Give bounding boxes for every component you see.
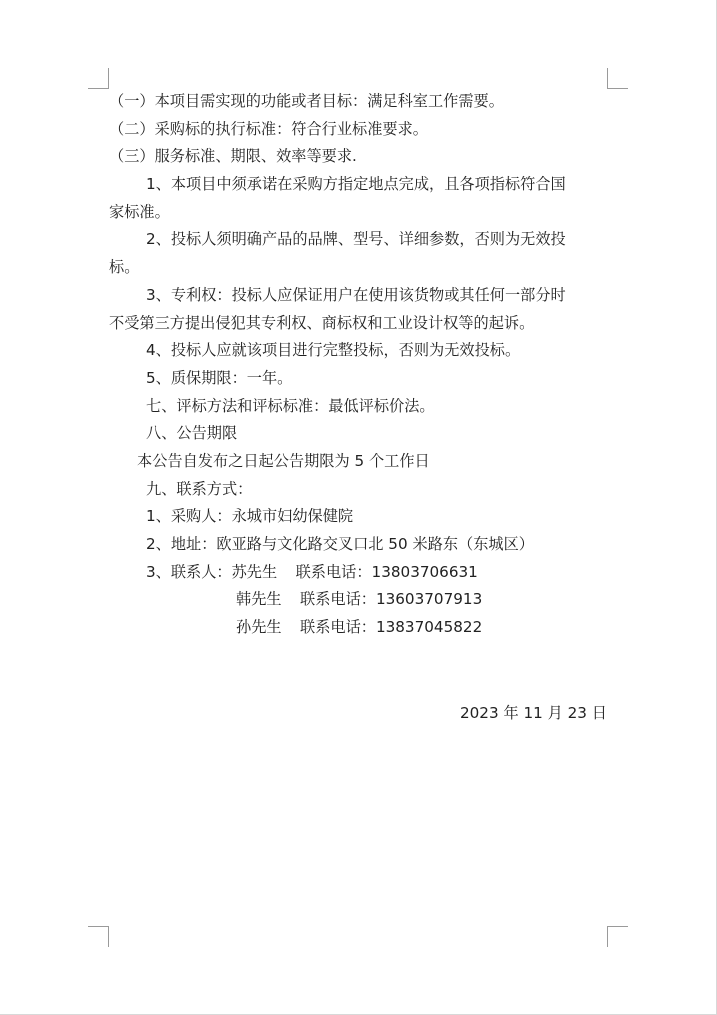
margin-corner-bottom-left	[88, 926, 109, 947]
contact-name: 孙先生	[236, 618, 282, 637]
notice-period-heading: 八、公告期限	[146, 424, 238, 443]
contact-row-1	[109, 559, 607, 587]
requirement-3-line-1: 3、专利权：投标人应保证用户在使用该货物或其任何一部分时	[146, 285, 566, 304]
contact-phone: 13803706631	[371, 562, 478, 581]
document-body	[109, 88, 607, 642]
notice-period-text: 本公告自发布之日起公告期限为 5 个工作日	[137, 451, 430, 470]
requirement-1-line-2: 家标准。	[109, 202, 170, 221]
section-execution-standard: （二）采购标的执行标准：符合行业标准要求。	[109, 119, 428, 138]
margin-corner-top-left	[88, 68, 109, 89]
phone-label: 联系电话：	[300, 590, 376, 609]
requirement-3-line-2: 不受第三方提出侵犯其专利权、商标权和工业设计权等的起诉。	[109, 313, 535, 332]
margin-corner-bottom-right	[607, 926, 628, 947]
requirement-5: 5、质保期限：一年。	[146, 368, 293, 387]
requirement-4: 4、投标人应就该项目进行完整投标，否则为无效投标。	[146, 341, 521, 360]
contacts-label: 3、联系人：	[146, 562, 232, 581]
evaluation-method: 七、评标方法和评标标准：最低评标价法。	[146, 396, 435, 415]
section-service-standard: （三）服务标准、期限、效率等要求.	[109, 147, 357, 166]
requirement-2-line-1: 2、投标人须明确产品的品牌、型号、详细参数，否则为无效投	[146, 230, 566, 249]
contact-phone: 13603707913	[375, 590, 483, 609]
address: 2、地址：欧亚路与文化路交叉口北 50 米路东（东城区）	[146, 535, 534, 553]
contact-phone: 13837045822	[375, 618, 483, 637]
margin-corner-top-right	[607, 68, 628, 89]
phone-label: 联系电话：	[295, 562, 372, 581]
contact-name: 韩先生	[236, 590, 282, 609]
contact-row-2	[109, 586, 607, 614]
requirement-2-line-2: 标。	[109, 258, 140, 277]
requirement-1-line-1: 1、本项目中须承诺在采购方指定地点完成，且各项指标符合国	[146, 175, 566, 194]
contact-row-3	[109, 614, 607, 642]
contact-heading: 九、联系方式：	[146, 479, 253, 498]
contact-name: 苏先生	[231, 562, 278, 581]
phone-label: 联系电话：	[300, 618, 376, 637]
purchaser: 1、采购人：永城市妇幼保健院	[146, 507, 354, 526]
section-functional-goal: （一）本项目需实现的功能或者目标：满足科室工作需要。	[109, 92, 504, 110]
document-date: 2023 年 11 月 23 日	[459, 704, 607, 722]
